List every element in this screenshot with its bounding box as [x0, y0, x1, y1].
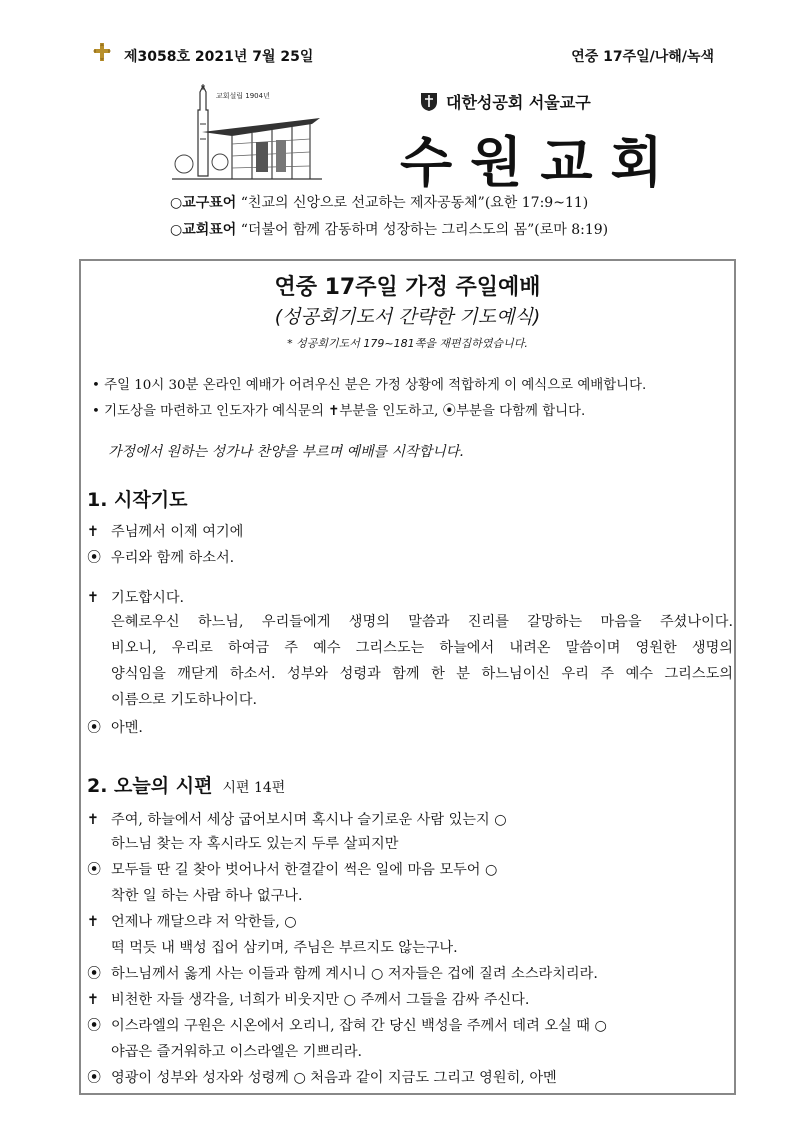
psalm-reference: 시편 14편	[222, 780, 286, 796]
motto-church	[170, 219, 608, 239]
prayer-text: 비오니, 우리로 하여금 주 예수 그리스도는 하늘에서 내려온 말씀이며 영원한 생명의	[111, 640, 733, 656]
congregation-line: ⦿ 우리와 함께 하소서.	[87, 546, 234, 570]
psalm-continuation: 하느님 찾는 자 혹시라도 있는지 두루 살피지만	[111, 836, 399, 852]
congregation-line: ⦿ 영광이 성부와 성자와 성령께 ○ 처음과 같이 지금도 그리고 영원히, 아멘	[87, 1066, 557, 1090]
congregation-line: ⦿ 아멘.	[87, 716, 143, 740]
psalm-continuation: 야곱은 즐거워하고 이스라엘은 기쁘리라.	[111, 1044, 363, 1060]
gold-cross-icon	[92, 42, 112, 62]
leader-cross-icon: ✝	[87, 992, 99, 1008]
liturgy-subtitle: (성공회기도서 간략한 기도예식)	[274, 306, 541, 328]
intro-instruction: 가정에서 원하는 성가나 찬양을 부르며 예배를 시작합니다.	[108, 444, 464, 460]
leader-cross-icon: ✝	[87, 914, 99, 930]
leader-line: ✝ 기도합시다.	[87, 586, 184, 610]
psalm-continuation: 착한 일 하는 사람 하나 없구나.	[111, 888, 303, 904]
prayer-text: 이름으로 기도하나이다.	[111, 692, 258, 708]
leader-line: ✝ 비천한 자들 생각을, 너희가 비웃지만 ○ 주께서 그들을 감싸 주신다.	[87, 988, 529, 1012]
all-circle-icon: ⦿	[87, 1070, 102, 1086]
diocese-line	[420, 90, 591, 113]
all-circle-icon: ⦿	[87, 550, 102, 566]
psalm-continuation: 떡 먹듯 내 백성 집어 삼키며, 주님은 부르지도 않는구나.	[111, 940, 458, 956]
instruction-bullet: • 주일 10시 30분 온라인 예배가 어려우신 분은 가정 상황에 적합하게 이 예식으로 예배합니다.	[92, 378, 647, 393]
diocese-shield-icon	[420, 92, 438, 112]
leader-line: ✝ 언제나 깨달으랴 저 악한들, ○	[87, 910, 297, 934]
leader-cross-icon: ✝	[87, 524, 99, 540]
church-name: 수원교회	[400, 130, 681, 194]
motto-diocese-text: “친교의 신앙으로 선교하는 제자공동체”(요한 17:9~11)	[240, 195, 589, 211]
leader-cross-icon: ✝	[87, 812, 99, 828]
leader-line: ✝ 주여, 하늘에서 세상 굽어보시며 혹시나 슬기로운 사람 있는지 ○	[87, 808, 507, 832]
motto-diocese-label: ○교구표어	[170, 195, 237, 211]
motto-church-label: ○교회표어	[170, 222, 237, 238]
leader-cross-icon: ✝	[87, 590, 99, 606]
photo-caption: 교회설립 1904년	[216, 92, 270, 100]
congregation-line: ⦿ 하느님께서 옳게 사는 이들과 함께 계시니 ○ 저자들은 겁에 질려 소스라치리라.	[87, 962, 598, 986]
liturgy-note: * 성공회기도서 179~181쪽을 재편집하였습니다.	[287, 337, 528, 350]
prayer-text: 은혜로우신 하느님, 우리들에게 생명의 말씀과 진리를 갈망하는 마음을 주셨나이다.	[111, 614, 733, 630]
diocese-name: 대한성공회 서울교구	[446, 93, 591, 112]
motto-church-text: “더불어 함께 감동하며 성장하는 그리스도의 몸”(로마 8:19)	[240, 222, 609, 238]
motto-diocese	[170, 192, 588, 212]
section-heading-psalm: 2. 오늘의 시편 시편 14편	[87, 775, 286, 797]
leader-line: ✝ 주님께서 이제 여기에	[87, 520, 243, 544]
all-circle-icon: ⦿	[87, 720, 102, 736]
all-circle-icon: ⦿	[87, 862, 102, 878]
issue-date: 제3058호 2021년 7월 25일	[124, 49, 314, 65]
congregation-line: ⦿ 모두들 딴 길 찾아 벗어나서 한결같이 썩은 일에 마음 모두어 ○	[87, 858, 497, 882]
congregation-line: ⦿ 이스라엘의 구원은 시온에서 오리니, 잡혀 간 당신 백성을 주께서 데려 오실 때 ○	[87, 1014, 607, 1038]
instruction-bullet: • 기도상을 마련하고 인도자가 예식문의 ✝부분을 인도하고, ⦿부분을 다함께 합니다.	[92, 404, 586, 419]
section-heading-opening-prayer: 1. 시작기도	[87, 489, 188, 511]
liturgy-title: 연중 17주일 가정 주일예배	[274, 275, 541, 300]
all-circle-icon: ⦿	[87, 1018, 102, 1034]
prayer-text: 양식임을 깨닫게 하소서. 성부와 성령과 함께 한 분 하느님이신 우리 주 예수 그리스도의	[111, 666, 733, 682]
church-photo	[172, 84, 322, 184]
liturgical-season: 연중 17주일/나해/녹색	[571, 49, 714, 65]
all-circle-icon: ⦿	[87, 966, 102, 982]
